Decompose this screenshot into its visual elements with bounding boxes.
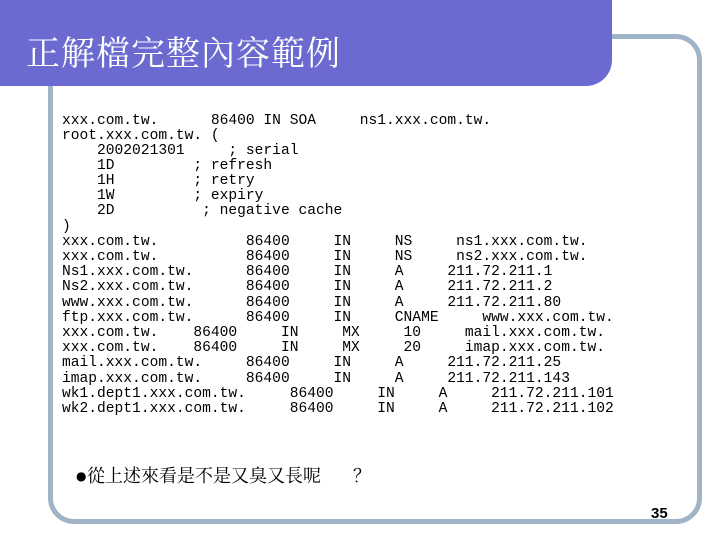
zone-file-line: imap.xxx.com.tw. 86400 IN A 211.72.211.143 xyxy=(62,371,570,387)
zone-file-line: 2002021301 ; serial xyxy=(62,143,299,159)
zone-file-line: 1W ; expiry xyxy=(62,188,264,204)
zone-file-line: ) xyxy=(62,219,71,235)
note-question-mark: ？ xyxy=(353,466,371,487)
slide-title: 正解檔完整內容範例 xyxy=(26,34,341,74)
zone-file-line: 1H ; retry xyxy=(62,173,255,189)
page-number: 35 xyxy=(651,505,668,522)
zone-file-line: ftp.xxx.com.tw. 86400 IN CNAME www.xxx.com.tw. xyxy=(62,310,614,326)
zone-file-line: root.xxx.com.tw. ( xyxy=(62,128,220,144)
zone-file-line: www.xxx.com.tw. 86400 IN A 211.72.211.80 xyxy=(62,295,562,311)
zone-file-line: xxx.com.tw. 86400 IN NS ns2.xxx.com.tw. xyxy=(62,249,588,265)
zone-file-line: xxx.com.tw. 86400 IN MX 20 imap.xxx.com.tw. xyxy=(62,340,605,356)
zone-file-line: xxx.com.tw. 86400 IN NS ns1.xxx.com.tw. xyxy=(62,234,588,250)
zone-file-line: 2D ; negative cache xyxy=(62,203,343,219)
note-text: 從上述來看是不是又臭又長呢 xyxy=(87,466,321,487)
zone-file-line: wk1.dept1.xxx.com.tw. 86400 IN A 211.72.211.101 xyxy=(62,386,614,402)
zone-file-line: Ns1.xxx.com.tw. 86400 IN A 211.72.211.1 xyxy=(62,264,553,280)
bullet-note xyxy=(76,462,371,488)
zone-file-line: xxx.com.tw. 86400 IN SOA ns1.xxx.com.tw. xyxy=(62,113,492,129)
zone-file-line: mail.xxx.com.tw. 86400 IN A 211.72.211.25 xyxy=(62,355,562,371)
zone-file-line: wk2.dept1.xxx.com.tw. 86400 IN A 211.72.211.102 xyxy=(62,401,614,417)
bullet-icon: ● xyxy=(76,469,87,483)
zone-file-line: xxx.com.tw. 86400 IN MX 10 mail.xxx.com.tw. xyxy=(62,325,605,341)
zone-file-line: 1D ; refresh xyxy=(62,158,273,174)
zone-file-line: Ns2.xxx.com.tw. 86400 IN A 211.72.211.2 xyxy=(62,279,553,295)
zone-file-listing xyxy=(62,114,692,426)
title-bar xyxy=(0,0,612,86)
